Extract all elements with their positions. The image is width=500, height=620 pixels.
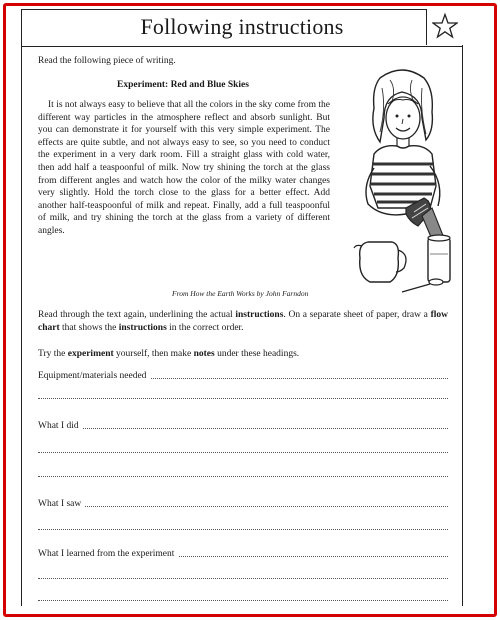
title-bar: [22, 10, 462, 47]
credit-author: by John Farndon: [254, 289, 309, 298]
try-text-3: under these headings.: [214, 349, 300, 359]
try-keyword-experiment: experiment: [67, 349, 114, 359]
page-title: Following instructions: [140, 14, 344, 39]
task-instructions: [38, 309, 448, 334]
worksheet: [21, 9, 463, 606]
instruction-keyword-instructions: instructions: [235, 310, 284, 320]
experiment-title: Experiment: Red and Blue Skies: [117, 80, 249, 90]
try-experiment-text: [38, 349, 299, 359]
try-keyword-notes: notes: [193, 349, 215, 359]
star-icon: [432, 13, 458, 39]
try-text-1: Try the: [38, 349, 68, 359]
intro-text: Read the following piece of writing.: [38, 56, 176, 66]
answer-line[interactable]: [38, 529, 448, 530]
answer-line[interactable]: [38, 398, 448, 399]
heading-equipment: Equipment/materials needed: [38, 371, 150, 381]
girl-with-torch-illustration: [352, 68, 452, 300]
credit-prefix: From: [172, 289, 191, 298]
source-credit: [172, 289, 308, 298]
star-box: [426, 9, 463, 45]
answer-line[interactable]: [38, 506, 448, 507]
credit-book: How the Earth Works: [190, 289, 255, 298]
instruction-text-2: . On a separate sheet of paper, draw a: [283, 310, 431, 320]
instruction-text-3: that shows the: [59, 322, 119, 333]
answer-line[interactable]: [38, 428, 448, 429]
experiment-text: It is not always easy to believe that all the colors in the sky come from the different way particles in the atmosphere reflect and absorb sunlight. But you can demonstrate it for yourself with this very simple experiment. The effects are quite subtle, and not always easy to see, so you need to conduct the experiment in a very dark room. Fill a straight glass with cold water, then add half a teaspoonful of milk. Now try shining the torch at the glass from different angles and watch how the color of the milky water changes very slightly. Hold the torch close to the glass for a better effect. Add another half-teaspoonful of milk and repeat. Finally, add a full teaspoonful of milk, and try shining the torch at the glass from a variety of different angles.: [38, 100, 330, 236]
answer-line[interactable]: [38, 452, 448, 453]
instruction-keyword-flow-chart: flow chart: [38, 310, 448, 333]
answer-line[interactable]: [38, 578, 448, 579]
instruction-text-4: in the correct order.: [166, 322, 244, 333]
heading-what-i-learned: What I learned from the experiment: [38, 549, 178, 559]
answer-line[interactable]: [38, 476, 448, 477]
heading-what-i-saw: What I saw: [38, 499, 85, 509]
answer-line[interactable]: [38, 600, 448, 601]
instruction-keyword-instructions-2: instructions: [118, 322, 167, 333]
try-text-2: yourself, then make: [113, 349, 194, 359]
instruction-text-1: Read through the text again, underlining the actual: [38, 310, 236, 320]
heading-what-i-did: What I did: [38, 421, 83, 431]
